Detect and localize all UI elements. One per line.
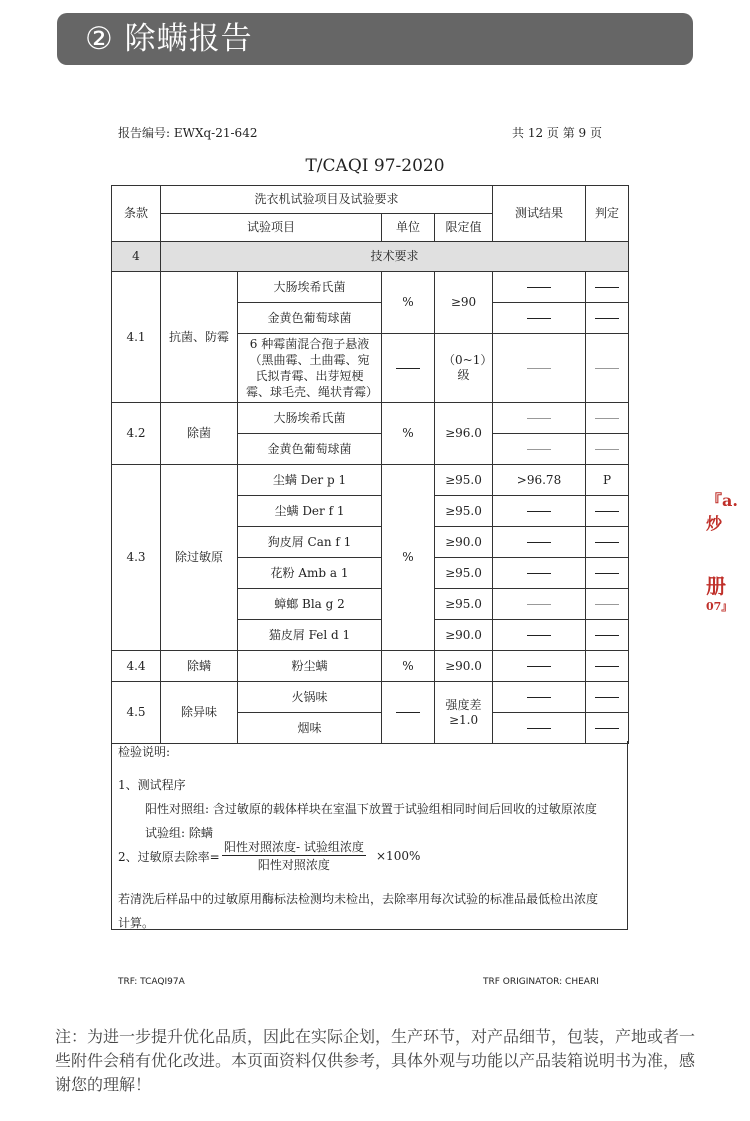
clause-4-5: 4.5: [112, 682, 161, 744]
verdict-dash: [595, 666, 619, 667]
section-row: [112, 242, 629, 272]
verdict-dash: [595, 318, 619, 319]
verdict-dash: [595, 604, 619, 605]
item-allergen: 尘螨 Der p 1: [238, 465, 382, 496]
limit-allergen: ≥95.0: [435, 558, 493, 589]
notes-footer-2: 计算。: [118, 916, 155, 930]
verdict-dash: [595, 368, 619, 369]
notes-title: 检验说明:: [118, 745, 171, 759]
unit-4-1: %: [382, 272, 435, 334]
item-staph: 金黄色葡萄球菌: [238, 303, 382, 334]
result-dash: [527, 511, 551, 512]
item-smoke-odor: 烟味: [238, 713, 382, 744]
verdict-der-p1: P: [586, 465, 629, 496]
page-indicator: 共 12 页 第 9 页: [512, 126, 602, 140]
result-dash: [527, 728, 551, 729]
limit-allergen: ≥95.0: [435, 465, 493, 496]
section-clause: 4: [112, 242, 161, 272]
section-banner: ② 除螨报告: [57, 13, 693, 65]
limit-allergen: ≥90.0: [435, 527, 493, 558]
item-allergen: 猫皮屑 Fel d 1: [238, 620, 382, 651]
result-dash: [527, 368, 551, 369]
clause-4-1-name: 抗菌、防霉: [161, 272, 238, 403]
limit-allergen: ≥95.0: [435, 589, 493, 620]
notes-step1: 1、测试程序: [118, 778, 186, 792]
item-allergen: 狗皮屑 Can f 1: [238, 527, 382, 558]
unit-4-4: %: [382, 651, 435, 682]
header-unit: 单位: [382, 214, 435, 242]
item-ecoli: 大肠埃希氏菌: [238, 272, 382, 303]
limit-allergen: ≥95.0: [435, 496, 493, 527]
report-number: 报告编号: EWXq-21-642: [118, 126, 258, 140]
test-report-table: [111, 185, 629, 744]
item-mold: 6 种霉菌混合孢子悬液（黑曲霉、土曲霉、宛氏拟青霉、出芽短梗霉、球毛壳、绳状青霉）: [238, 334, 382, 403]
clause-4-3-name: 除过敏原: [161, 465, 238, 651]
result-dash: [527, 635, 551, 636]
unit-dash: [396, 368, 420, 369]
header-limit: 限定值: [435, 214, 493, 242]
formula-numerator: 阳性对照浓度- 试验组浓度: [224, 840, 364, 854]
verdict-dash: [595, 511, 619, 512]
removal-rate-formula: [222, 838, 366, 873]
verdict-dash: [595, 635, 619, 636]
item-hotpot-odor: 火锅味: [238, 682, 382, 713]
result-der-p1: >96.78: [493, 465, 586, 496]
limit-4-1: ≥90: [435, 272, 493, 334]
formula-denominator: 阳性对照浓度: [257, 858, 330, 872]
clause-4-4-name: 除螨: [161, 651, 238, 682]
item-ecoli: 大肠埃希氏菌: [238, 403, 382, 434]
notes-footer-1: 若清洗后样品中的过敏原用酶标法检测均未检出，去除率用每次试验的标准品最低检出浓度: [118, 892, 599, 906]
item-allergen: 蟑螂 Bla g 2: [238, 589, 382, 620]
limit-mold: （0~1）级: [435, 334, 493, 403]
result-dash: [527, 449, 551, 450]
red-stamp-fragment: 07』: [706, 600, 733, 613]
limit-allergen: ≥90.0: [435, 620, 493, 651]
disclaimer-text: 注：为进一步提升优化品质，因此在实际企划，生产环节，对产品细节，包装，产地或者一些附件会稍有优化改进。本页面资料仅供参考，具体外观与功能以产品装箱说明书为准，感谢您的理解！: [55, 1027, 696, 1094]
clause-4-2: 4.2: [112, 403, 161, 465]
trf-code: TRF: TCAQI97A: [118, 977, 185, 987]
section-name: 技术要求: [161, 242, 629, 272]
notes-test: 试验组: 除螨: [145, 826, 213, 840]
header-group: 洗衣机试验项目及试验要求: [161, 186, 493, 214]
unit-4-3: %: [382, 465, 435, 651]
notes-control: 阳性对照组: 含过敏原的载体样块在室温下放置于试验组相同时间后回收的过敏原浓度: [145, 802, 597, 816]
unit-4-2: %: [382, 403, 435, 465]
test-notes: [111, 741, 628, 930]
clause-4-2-name: 除菌: [161, 403, 238, 465]
verdict-dash: [595, 573, 619, 574]
red-stamp-fragment: 『a.炒: [706, 491, 738, 533]
clause-4-5-name: 除异味: [161, 682, 238, 744]
header-item: 试验项目: [161, 214, 382, 242]
verdict-dash: [595, 418, 619, 419]
result-dash: [527, 318, 551, 319]
clause-4-3: 4.3: [112, 465, 161, 651]
verdict-dash: [595, 697, 619, 698]
verdict-dash: [595, 542, 619, 543]
result-dash: [527, 604, 551, 605]
header-result: 测试结果: [493, 186, 586, 242]
verdict-dash: [595, 728, 619, 729]
formula-multiplier: ×100%: [376, 849, 421, 863]
limit-4-4: ≥90.0: [435, 651, 493, 682]
formula-label: 2、过敏原去除率=: [118, 850, 220, 864]
clause-4-1: 4.1: [112, 272, 161, 403]
clause-4-4: 4.4: [112, 651, 161, 682]
item-dust-mite: 粉尘螨: [238, 651, 382, 682]
verdict-dash: [595, 449, 619, 450]
result-dash: [527, 287, 551, 288]
limit-4-2: ≥96.0: [435, 403, 493, 465]
verdict-dash: [595, 287, 619, 288]
standard-title: T/CAQI 97-2020: [305, 156, 445, 176]
item-staph: 金黄色葡萄球菌: [238, 434, 382, 465]
unit-dash: [396, 712, 420, 713]
trf-originator: TRF ORIGINATOR: CHEARI: [483, 977, 599, 987]
header-clause: 条款: [112, 186, 161, 242]
result-dash: [527, 573, 551, 574]
result-dash: [527, 697, 551, 698]
header-verdict: 判定: [586, 186, 629, 242]
item-allergen: 花粉 Amb a 1: [238, 558, 382, 589]
result-dash: [527, 418, 551, 419]
limit-4-5: 强度差 ≥1.0: [435, 682, 493, 744]
result-dash: [527, 666, 551, 667]
red-stamp-fragment: 册: [706, 574, 726, 598]
result-dash: [527, 542, 551, 543]
item-allergen: 尘螨 Der f 1: [238, 496, 382, 527]
